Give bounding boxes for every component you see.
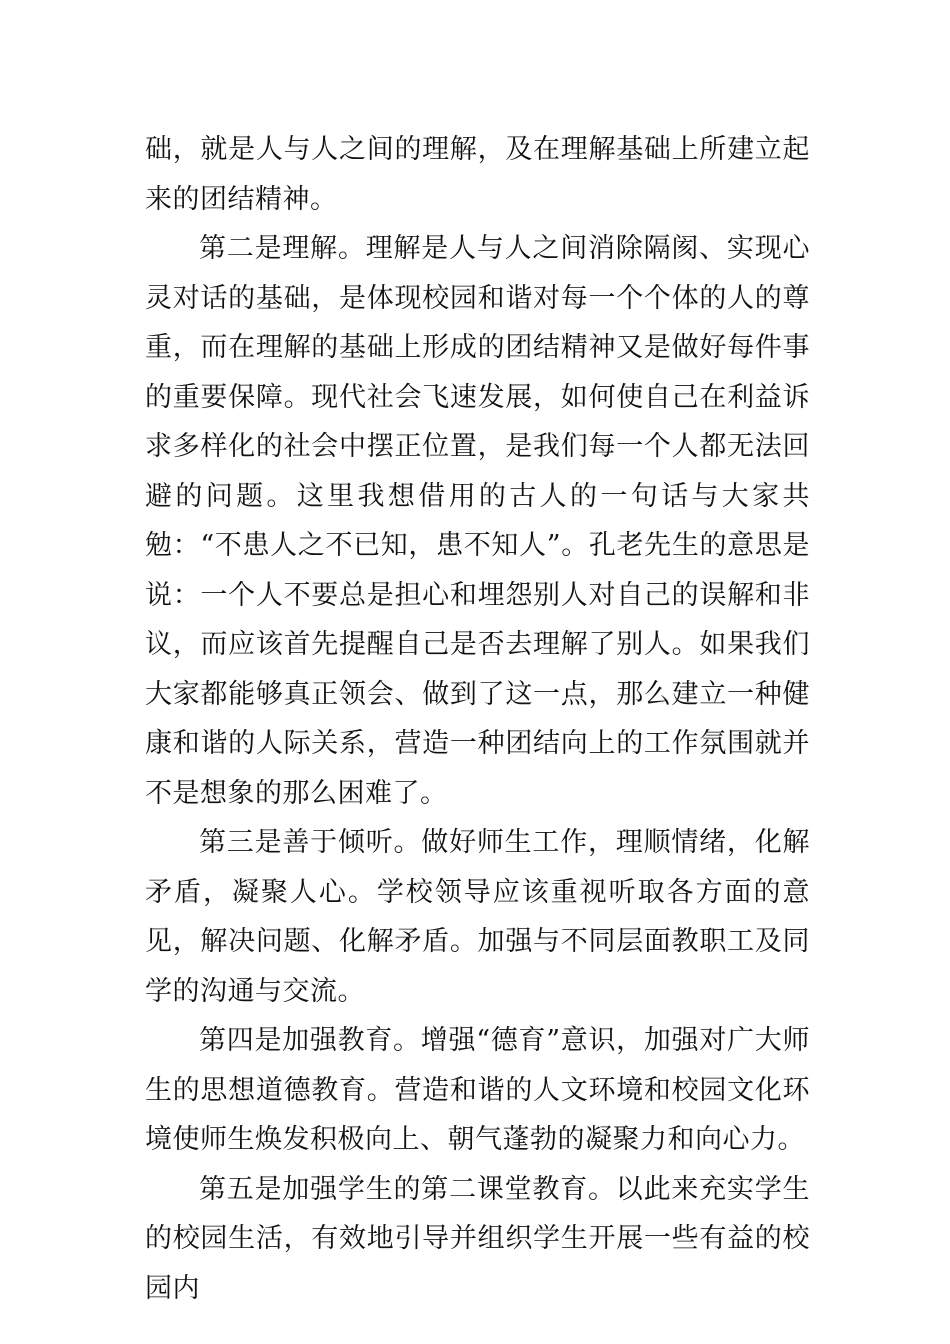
- paragraph-5: 第五是加强学生的第二课堂教育。以此来充实学生的校园生活，有效地引导并组织学生开展一些有益的校园内: [145, 1173, 810, 1304]
- paragraph-3: 第三是善于倾听。做好师生工作，理顺情绪，化解矛盾，凝聚人心。学校领导应该重视听取各方面的意见，解决问题、化解矛盾。加强与不同层面教职工及同学的沟通与交流。: [145, 827, 810, 1007]
- paragraph-1: 础，就是人与人之间的理解，及在理解基础上所建立起来的团结精神。: [145, 134, 810, 215]
- document-body: [145, 125, 810, 1313]
- paragraph-2: 第二是理解。理解是人与人之间消除隔阂、实现心灵对话的基础，是体现校园和谐对每一个个体的人的尊重，而在理解的基础上形成的团结精神又是做好每件事的重要保障。现代社会飞速发展，如何使自己在利益诉求多样化的社会中摆正位置，是我们每一个人都无法回避的问题。这里我想借用的古人的一句话与大家共勉：“不患人之不已知，患不知人”。孔老先生的意思是说：一个人不要总是担心和埋怨别人对自己的误解和非议，而应该首先提醒自己是否去理解了别人。如果我们大家都能够真正领会、做到了这一点，那么建立一种健康和谐的人际关系，营造一种团结向上的工作氛围就并不是想象的那么困难了。: [145, 233, 810, 809]
- paragraph-4: 第四是加强教育。增强“德育”意识，加强对广大师生的思想道德教育。营造和谐的人文环境和校园文化环境使师生焕发积极向上、朝气蓬勃的凝聚力和向心力。: [145, 1025, 810, 1155]
